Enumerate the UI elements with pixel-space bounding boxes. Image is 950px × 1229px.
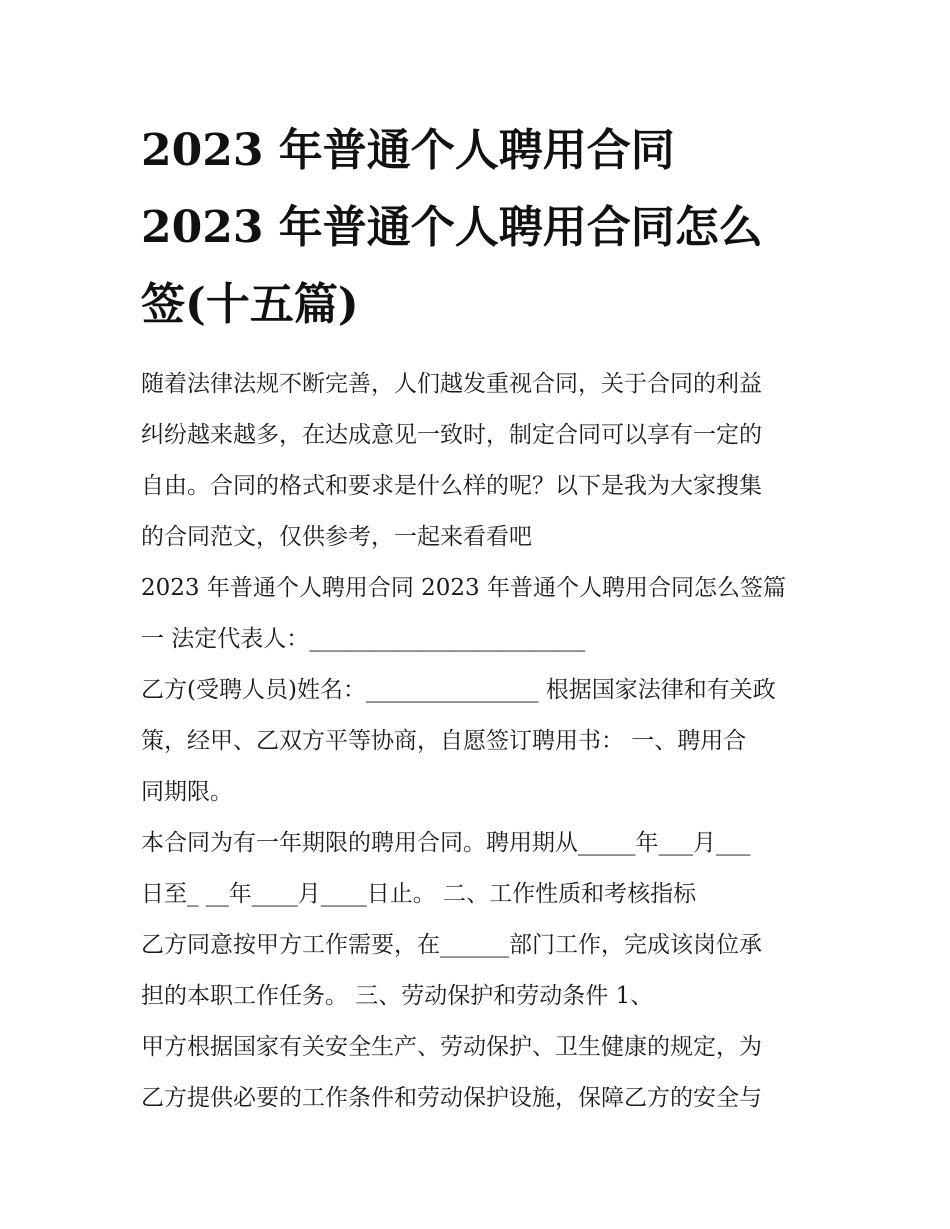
text-line: 担的本职工作任务。 三、劳动保护和劳动条件 1、 bbox=[141, 983, 654, 1009]
text-line: 乙方提供必要的工作条件和劳动保护设施，保障乙方的安全与 bbox=[141, 1085, 762, 1111]
party-b-paragraph bbox=[141, 665, 813, 818]
intro-paragraph bbox=[141, 359, 813, 563]
document-title bbox=[141, 112, 813, 343]
text-line: 纠纷越来越多，在达成意见一致时，制定合同可以享有一定的 bbox=[141, 422, 762, 448]
title-line: 2023 年普通个人聘用合同怎么 bbox=[141, 202, 763, 253]
document-page bbox=[141, 112, 813, 1124]
document-body bbox=[141, 359, 813, 1124]
text-line: 甲方根据国家有关安全生产、劳动保护、卫生健康的规定，为 bbox=[141, 1034, 762, 1060]
term-paragraph bbox=[141, 818, 813, 920]
text-line: 一 法定代表人：________________________ bbox=[141, 626, 586, 652]
title-line: 2023 年普通个人聘用合同 bbox=[141, 125, 675, 176]
text-line: 自由。合同的格式和要求是什么样的呢？以下是我为大家搜集 bbox=[141, 473, 762, 499]
title-line: 签(十五篇) bbox=[141, 279, 359, 330]
work-paragraph bbox=[141, 920, 813, 1022]
text-line: 随着法律法规不断完善，人们越发重视合同，关于合同的利益 bbox=[141, 371, 762, 397]
text-line: 乙方(受聘人员)姓名：_______________ 根据国家法律和有关政 bbox=[141, 677, 776, 703]
section-heading-paragraph bbox=[141, 563, 813, 665]
text-line: 乙方同意按甲方工作需要，在______部门工作，完成该岗位承 bbox=[141, 932, 762, 958]
text-line: 同期限。 bbox=[141, 779, 233, 805]
text-line: 本合同为有一年期限的聘用合同。聘用期从_____年___月___ bbox=[141, 830, 751, 856]
text-line: 2023 年普通个人聘用合同 2023 年普通个人聘用合同怎么签篇 bbox=[141, 575, 786, 601]
protection-paragraph bbox=[141, 1022, 813, 1124]
text-line: 的合同范文，仅供参考，一起来看看吧 bbox=[141, 524, 532, 550]
text-line: 日至_ __年____月____日止。 二、工作性质和考核指标 bbox=[141, 881, 697, 907]
text-line: 策，经甲、乙双方平等协商，自愿签订聘用书： 一、聘用合 bbox=[141, 728, 747, 754]
